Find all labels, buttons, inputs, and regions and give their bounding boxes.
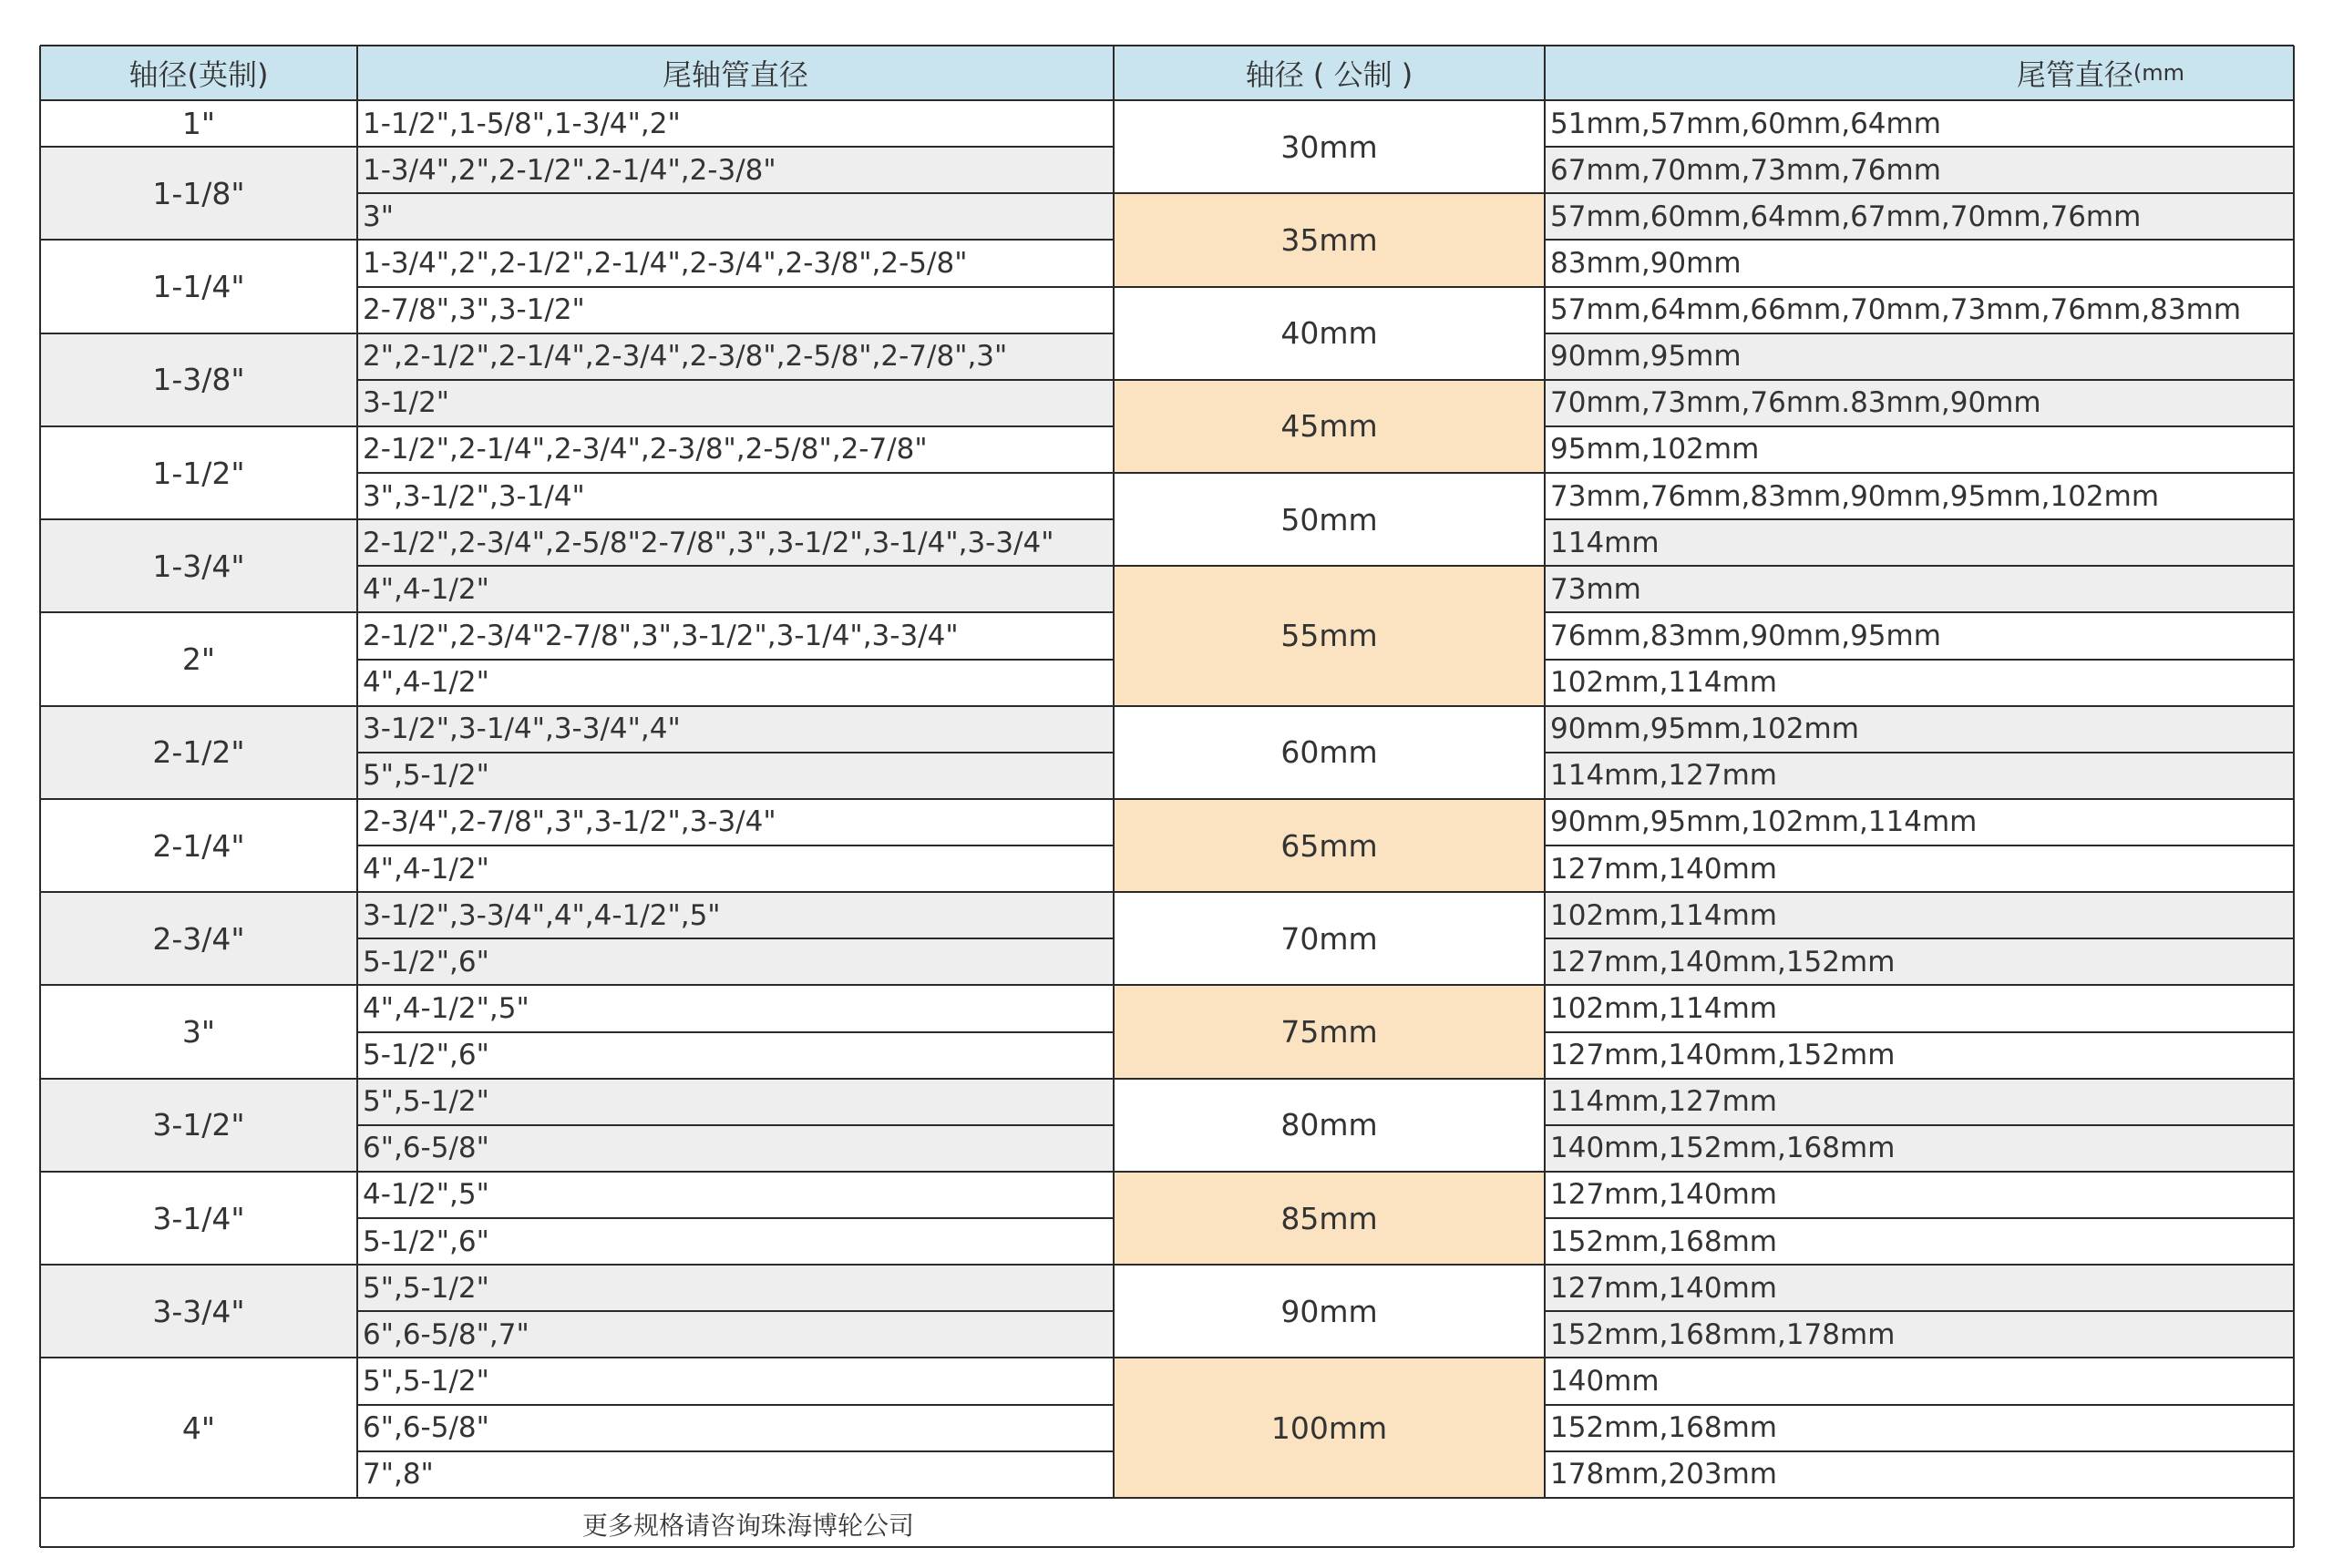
stern-tube-diameter-cell: 5",5-1/2": [357, 1079, 1114, 1125]
grid-line: [1545, 1078, 2294, 1080]
grid-line: [1114, 1078, 1545, 1080]
imperial-shaft-size: 1-1/8": [40, 147, 357, 240]
tube-diameter-mm-cell: 114mm: [1545, 519, 2294, 566]
grid-line: [1113, 46, 1115, 1498]
stern-tube-diameter-cell: 3": [357, 193, 1114, 240]
stern-tube-diameter-cell: 1-1/2",1-5/8",1-3/4",2": [363, 107, 681, 140]
grid-line: [40, 891, 357, 893]
grid-line: [357, 1078, 1114, 1080]
stern-tube-diameter-cell: 5",5-1/2": [357, 1265, 1114, 1311]
tube-diameter-mm-cell: 90mm,95mm,102mm,114mm: [1550, 805, 1978, 839]
grid-line: [1545, 1031, 2294, 1033]
metric-shaft-size: 30mm: [1280, 128, 1378, 165]
grid-line: [357, 1310, 1114, 1312]
grid-line: [357, 659, 1114, 661]
grid-line: [1114, 705, 1545, 707]
tube-diameter-mm-cell: 67mm,70mm,73mm,76mm: [1545, 147, 2294, 193]
grid-line: [1545, 1310, 2294, 1312]
stern-tube-diameter-cell: 3-1/2": [357, 380, 1114, 426]
grid-line: [357, 1404, 1114, 1406]
grid-line: [357, 192, 1114, 194]
grid-line: [1114, 192, 1545, 194]
grid-line: [1114, 798, 1545, 800]
tube-diameter-mm-cell: 127mm,140mm: [1550, 852, 1777, 886]
grid-line: [1545, 659, 2294, 661]
header-tube-diameter-mm: [1545, 46, 2294, 100]
stern-tube-diameter-cell: 6",6-5/8",7": [357, 1311, 1114, 1358]
grid-line: [357, 425, 1114, 427]
grid-line: [1545, 845, 2294, 846]
grid-line: [1545, 705, 2294, 707]
tube-diameter-mm-cell: 57mm,60mm,64mm,67mm,70mm,76mm: [1545, 193, 2294, 240]
grid-line: [357, 752, 1114, 753]
imperial-shaft-size: 3-1/2": [40, 1079, 357, 1172]
stern-tube-diameter-cell: 1-3/4",2",2-1/2",2-1/4",2-3/4",2-3/8",2-5/8": [363, 246, 968, 280]
imperial-shaft-size: 1-3/8": [40, 333, 357, 426]
stern-tube-diameter-cell: 7",8": [363, 1458, 434, 1491]
tube-diameter-mm-cell: 140mm,152mm,168mm: [1545, 1125, 2294, 1172]
grid-line: [357, 1171, 1114, 1173]
imperial-shaft-size: 1-1/2": [152, 455, 245, 491]
tube-diameter-mm-cell: 102mm,114mm: [1545, 892, 2294, 938]
tube-diameter-mm-cell: 70mm,73mm,76mm.83mm,90mm: [1545, 380, 2294, 426]
metric-shaft-size: 70mm: [1280, 920, 1378, 957]
header-stern-tube-diameter: 尾轴管直径: [357, 46, 1114, 100]
grid-line: [40, 146, 357, 148]
imperial-shaft-size: 1-3/4": [40, 519, 357, 612]
tube-diameter-mm-cell: 90mm,95mm: [1545, 333, 2294, 380]
grid-line: [40, 1171, 357, 1173]
imperial-shaft-size: 1-1/4": [152, 269, 245, 304]
grid-line: [40, 99, 2294, 101]
grid-line: [1545, 425, 2294, 427]
grid-line: [40, 45, 2294, 46]
grid-line: [1114, 1171, 1545, 1173]
grid-line: [40, 518, 357, 520]
stern-tube-diameter-cell: 5",5-1/2": [363, 1364, 489, 1398]
stern-tube-diameter-cell: 6",6-5/8": [357, 1125, 1114, 1172]
grid-line: [40, 1078, 357, 1080]
metric-shaft-size: 65mm: [1114, 799, 1545, 892]
stern-tube-diameter-cell: 2-1/2",2-3/4"2-7/8",3",3-1/2",3-1/4",3-3/4": [363, 619, 959, 652]
grid-line: [40, 984, 357, 986]
grid-line: [1545, 146, 2294, 148]
grid-line: [39, 46, 41, 1547]
metric-shaft-size: 50mm: [1280, 501, 1378, 538]
grid-line: [357, 798, 1114, 800]
grid-line: [357, 1124, 1114, 1126]
imperial-shaft-size: 2-3/4": [40, 892, 357, 985]
grid-line: [357, 891, 1114, 893]
stern-tube-diameter-cell: 4",4-1/2": [357, 566, 1114, 612]
header-imperial-shaft: 轴径(英制): [40, 46, 357, 100]
grid-line: [1545, 752, 2294, 753]
tube-diameter-mm-cell: 127mm,140mm: [1545, 1265, 2294, 1311]
metric-shaft-size: 85mm: [1114, 1172, 1545, 1265]
grid-line: [1545, 518, 2294, 520]
stern-tube-diameter-cell: 2-1/2",2-3/4",2-5/8"2-7/8",3",3-1/2",3-1/4",3-3/4": [357, 519, 1114, 566]
imperial-shaft-size: 3": [181, 1014, 216, 1050]
grid-line: [1114, 1264, 1545, 1266]
imperial-shaft-size: 4": [181, 1409, 216, 1446]
grid-line: [40, 239, 357, 241]
metric-shaft-size: 80mm: [1280, 1107, 1378, 1143]
grid-line: [1545, 1124, 2294, 1126]
grid-line: [357, 1497, 1114, 1499]
grid-line: [40, 1357, 357, 1358]
tube-diameter-mm-cell: 127mm,140mm,152mm: [1550, 1039, 1896, 1072]
grid-line: [40, 1546, 2294, 1548]
grid-line: [1545, 379, 2294, 381]
grid-line: [357, 1217, 1114, 1219]
stern-tube-diameter-cell: 5-1/2",6": [357, 938, 1114, 985]
imperial-shaft-size: 2-1/4": [152, 827, 245, 864]
stern-tube-diameter-cell: 6",6-5/8": [363, 1411, 489, 1445]
grid-line: [1545, 938, 2294, 939]
grid-line: [1545, 286, 2294, 288]
grid-line: [1545, 192, 2294, 194]
grid-line: [2293, 46, 2295, 1547]
stern-tube-diameter-cell: 5-1/2",6": [363, 1225, 489, 1258]
grid-line: [357, 518, 1114, 520]
metric-shaft-size: 55mm: [1114, 566, 1545, 705]
tube-diameter-mm-cell: 152mm,168mm,178mm: [1545, 1311, 2294, 1358]
stern-tube-diameter-cell: 5-1/2",6": [363, 1039, 489, 1072]
grid-line: [40, 333, 357, 334]
stern-tube-diameter-cell: 1-3/4",2",2-1/2".2-1/4",2-3/8": [357, 147, 1114, 193]
tube-diameter-mm-cell: 114mm,127mm: [1545, 753, 2294, 799]
stern-tube-diameter-cell: 5",5-1/2": [357, 753, 1114, 799]
stern-tube-diameter-cell: 2-3/4",2-7/8",3",3-1/2",3-3/4": [363, 805, 776, 839]
grid-line: [357, 984, 1114, 986]
metric-shaft-size: 45mm: [1114, 380, 1545, 473]
stern-tube-diameter-cell: 3-1/2",3-3/4",4",4-1/2",5": [357, 892, 1114, 938]
grid-line: [1545, 1217, 2294, 1219]
header-metric-shaft: 轴径 ( 公制 ): [1114, 46, 1545, 100]
tube-diameter-mm-cell: 152mm,168mm: [1550, 1225, 1777, 1258]
stern-tube-diameter-cell: 4",4-1/2": [363, 852, 489, 886]
tube-diameter-mm-cell: 102mm,114mm: [1550, 991, 1777, 1025]
stern-tube-diameter-cell: 3-1/2",3-1/4",3-3/4",4": [357, 706, 1114, 753]
tube-diameter-mm-cell: 83mm,90mm: [1550, 246, 1742, 280]
grid-line: [357, 845, 1114, 846]
grid-line: [357, 286, 1114, 288]
grid-line: [356, 46, 358, 1498]
grid-line: [357, 1450, 1114, 1452]
tube-diameter-mm-cell: 57mm,64mm,66mm,70mm,73mm,76mm,83mm: [1550, 293, 2242, 327]
tube-diameter-mm-cell: 127mm,140mm,152mm: [1545, 938, 2294, 985]
imperial-shaft-size: 3-3/4": [40, 1265, 357, 1358]
grid-line: [357, 611, 1114, 613]
tube-diameter-mm-cell: 140mm: [1550, 1364, 1660, 1398]
tube-diameter-mm-cell: 114mm,127mm: [1545, 1079, 2294, 1125]
imperial-shaft-size: 3-1/4": [152, 1200, 245, 1236]
tube-diameter-mm-cell: 73mm: [1545, 566, 2294, 612]
grid-line: [1545, 891, 2294, 893]
grid-line: [1114, 891, 1545, 893]
tube-diameter-mm-cell: 127mm,140mm: [1550, 1178, 1777, 1212]
imperial-shaft-size: 2": [181, 641, 216, 677]
header-tube-diameter-unit: (mm: [2133, 60, 2184, 86]
grid-line: [1545, 1497, 2294, 1499]
grid-line: [1544, 46, 1546, 1498]
tube-diameter-mm-cell: 95mm,102mm: [1550, 433, 1760, 466]
metric-shaft-size: 60mm: [1280, 734, 1378, 771]
tube-diameter-mm-cell: 76mm,83mm,90mm,95mm: [1550, 619, 1941, 652]
metric-shaft-size: 35mm: [1114, 193, 1545, 286]
stern-tube-diameter-cell: 4",4-1/2": [363, 666, 489, 700]
imperial-shaft-size: 2-1/2": [40, 706, 357, 799]
grid-line: [1114, 984, 1545, 986]
footer-note: 更多规格请咨询珠海博轮公司: [582, 1511, 915, 1541]
grid-line: [1545, 611, 2294, 613]
imperial-shaft-size: 1": [181, 106, 216, 142]
grid-line: [357, 938, 1114, 939]
stern-tube-diameter-cell: 4",4-1/2",5": [363, 991, 529, 1025]
stern-tube-diameter-cell: 2",2-1/2",2-1/4",2-3/4",2-3/8",2-5/8",2-7/8",3": [357, 333, 1114, 380]
grid-line: [40, 798, 357, 800]
tube-diameter-mm-cell: 102mm,114mm: [1550, 666, 1777, 700]
grid-line: [357, 1264, 1114, 1266]
grid-line: [1545, 1171, 2294, 1173]
stern-tube-diameter-cell: 2-1/2",2-1/4",2-3/4",2-3/8",2-5/8",2-7/8": [363, 433, 928, 466]
tube-diameter-mm-cell: 90mm,95mm,102mm: [1545, 706, 2294, 753]
grid-line: [357, 333, 1114, 334]
grid-line: [357, 472, 1114, 474]
grid-line: [357, 239, 1114, 241]
grid-line: [1545, 984, 2294, 986]
grid-line: [40, 1497, 357, 1499]
grid-line: [357, 1031, 1114, 1033]
grid-line: [1545, 472, 2294, 474]
stern-tube-diameter-cell: 4-1/2",5": [363, 1178, 489, 1212]
grid-line: [1114, 1497, 1545, 1499]
grid-line: [1545, 1404, 2294, 1406]
grid-line: [1114, 565, 1545, 567]
grid-line: [1545, 1450, 2294, 1452]
tube-diameter-mm-cell: 51mm,57mm,60mm,64mm: [1550, 107, 1941, 140]
metric-shaft-size: 40mm: [1280, 315, 1378, 352]
grid-line: [1545, 1264, 2294, 1266]
grid-line: [357, 705, 1114, 707]
grid-line: [357, 146, 1114, 148]
grid-line: [1114, 1357, 1545, 1358]
tube-diameter-mm-cell: 152mm,168mm: [1550, 1411, 1777, 1445]
grid-line: [357, 565, 1114, 567]
stern-tube-diameter-cell: 3",3-1/2",3-1/4": [363, 479, 585, 513]
grid-line: [40, 705, 357, 707]
grid-line: [40, 611, 357, 613]
grid-line: [1114, 379, 1545, 381]
grid-line: [40, 1264, 357, 1266]
tube-diameter-mm-cell: 178mm,203mm: [1550, 1458, 1777, 1491]
tube-diameter-mm-cell: 73mm,76mm,83mm,90mm,95mm,102mm: [1550, 479, 2160, 513]
metric-shaft-size: 90mm: [1280, 1293, 1378, 1329]
metric-shaft-size: 100mm: [1114, 1358, 1545, 1497]
grid-line: [1545, 333, 2294, 334]
grid-line: [1545, 239, 2294, 241]
grid-line: [40, 425, 357, 427]
grid-line: [1114, 472, 1545, 474]
metric-shaft-size: 75mm: [1114, 985, 1545, 1078]
grid-line: [357, 379, 1114, 381]
header-tube-diameter-label: 尾管直径: [2016, 57, 2133, 92]
grid-line: [1545, 798, 2294, 800]
grid-line: [1114, 286, 1545, 288]
stern-tube-diameter-cell: 2-7/8",3",3-1/2": [363, 293, 585, 327]
grid-line: [357, 1357, 1114, 1358]
grid-line: [1545, 565, 2294, 567]
grid-line: [1545, 1357, 2294, 1358]
